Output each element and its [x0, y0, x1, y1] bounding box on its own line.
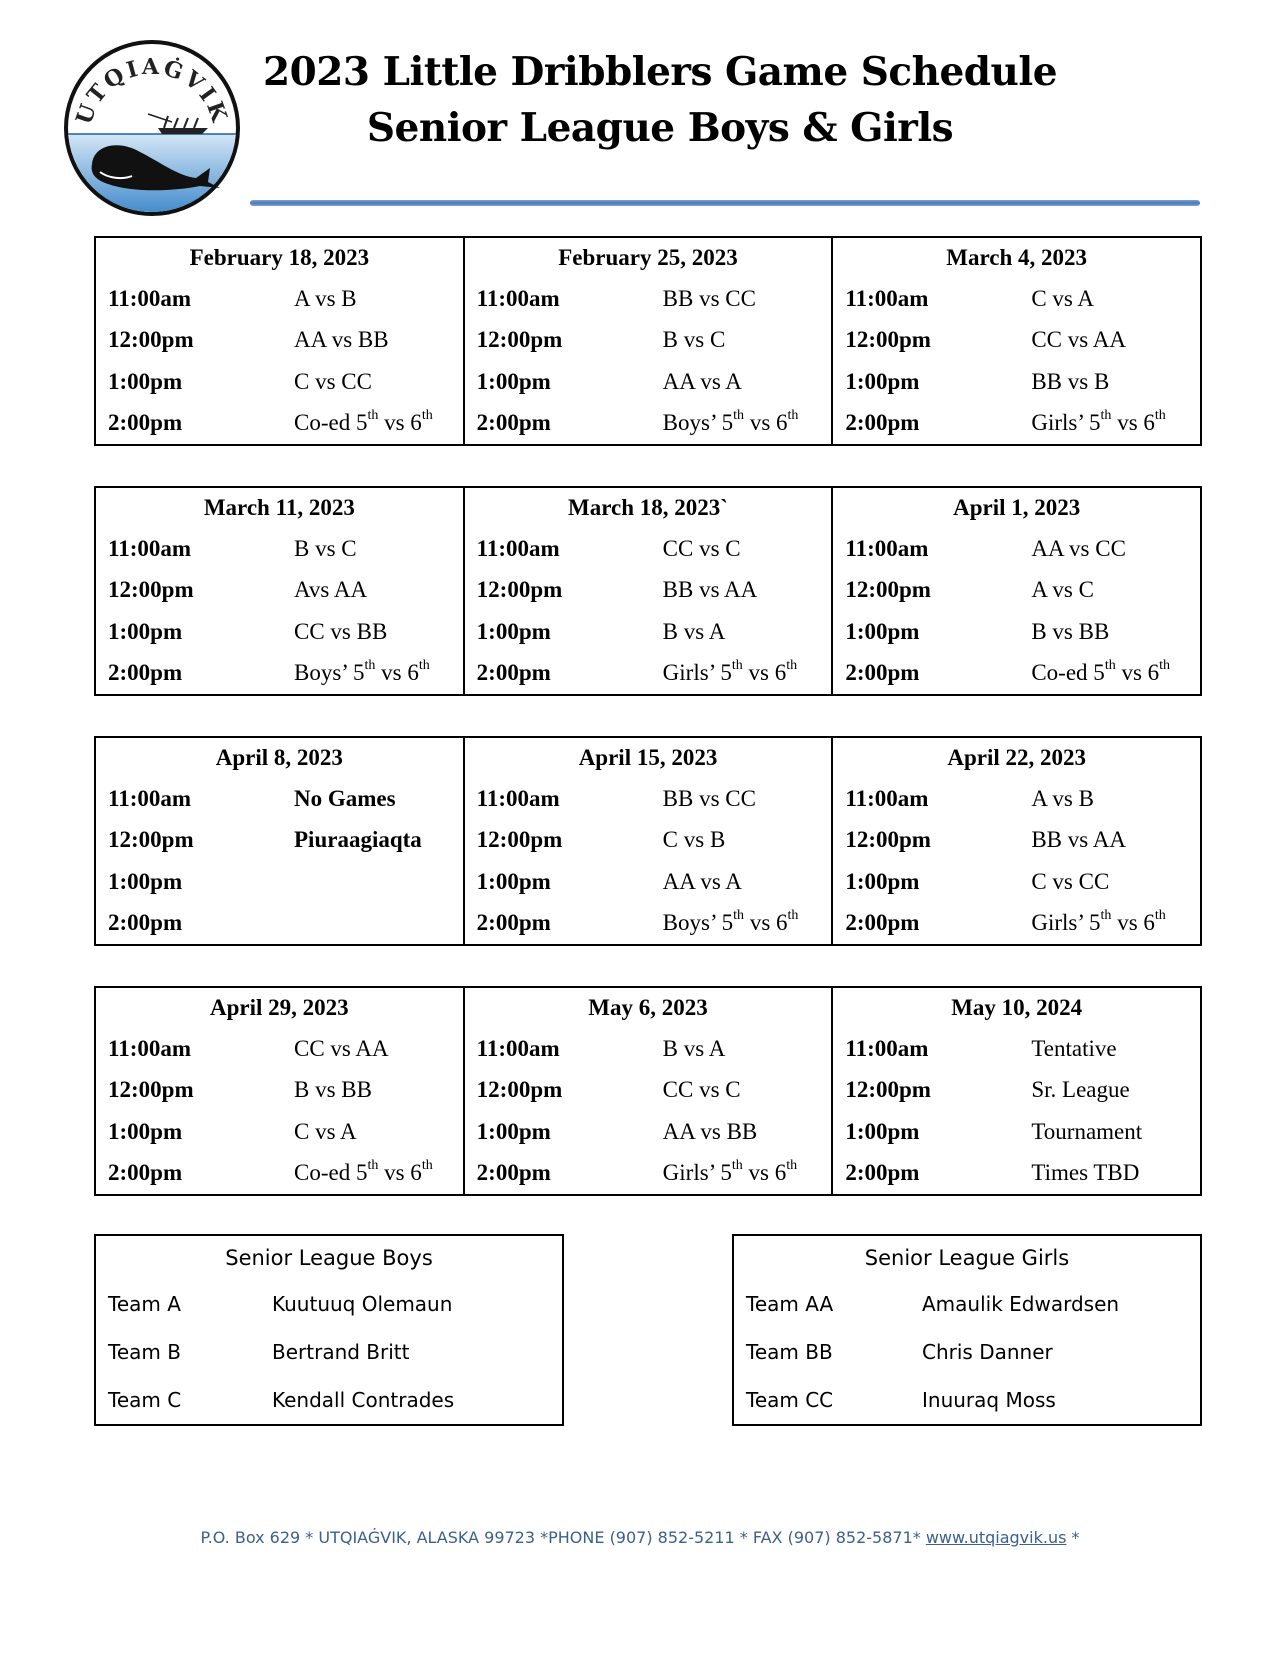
game-time: 1:00pm	[108, 368, 183, 394]
game-row	[465, 278, 832, 320]
game-time: 1:00pm	[108, 1118, 183, 1144]
game-time: 11:00am	[108, 1035, 192, 1061]
senior-league-girls-table	[732, 1234, 1202, 1426]
team-name: Team BB	[746, 1340, 833, 1364]
game-row	[465, 1028, 832, 1070]
game-date: April 1, 2023	[953, 495, 1081, 520]
ordinal-suffix: th	[787, 408, 799, 424]
game-matchup	[663, 660, 832, 686]
game-time: 12:00pm	[476, 1077, 563, 1103]
game-date: March 18, 2023`	[568, 495, 728, 520]
matchup-text: vs 6	[1115, 660, 1160, 686]
game-matchup: BB vs CC	[662, 285, 756, 311]
game-time: 11:00am	[476, 785, 560, 811]
game-time: 11:00am	[845, 285, 929, 311]
coach-name: Inuuraq Moss	[922, 1388, 1056, 1412]
coach-name: Bertrand Britt	[272, 1340, 410, 1364]
game-row	[465, 653, 832, 695]
team-name: Team A	[108, 1292, 181, 1316]
game-time: 2:00pm	[108, 660, 183, 686]
game-time: 11:00am	[476, 1035, 560, 1061]
game-row	[465, 403, 832, 445]
game-date: March 4, 2023	[946, 245, 1088, 270]
game-matchup: C vs B	[662, 827, 726, 853]
schedule-day	[831, 738, 1200, 944]
game-time: 12:00pm	[845, 577, 931, 603]
game-row	[465, 903, 832, 945]
game-row	[96, 361, 463, 403]
game-date: April 29, 2023	[210, 995, 349, 1020]
ordinal-suffix: th	[731, 1158, 743, 1174]
schedule-day	[96, 738, 463, 944]
game-row	[465, 570, 832, 612]
game-date: February 18, 2023	[189, 245, 370, 270]
game-time: 11:00am	[845, 785, 929, 811]
game-time: 2:00pm	[845, 660, 920, 686]
ordinal-suffix: th	[421, 408, 433, 424]
game-time: 12:00pm	[845, 1077, 931, 1103]
document-title	[250, 44, 1070, 156]
game-matchup: AA vs A	[662, 868, 742, 894]
game-matchup: AA vs CC	[1031, 535, 1126, 561]
game-row	[465, 1111, 832, 1153]
game-time: 2:00pm	[845, 910, 920, 936]
team-row	[734, 1376, 1200, 1424]
game-matchup: CC vs C	[662, 535, 741, 561]
schedule-day	[463, 238, 832, 444]
game-row	[96, 320, 463, 362]
matchup-text: vs 6	[375, 660, 419, 686]
game-matchup: Times TBD	[1031, 1160, 1140, 1186]
game-matchup: AA vs BB	[294, 327, 389, 353]
game-row	[96, 528, 463, 570]
schedule-day	[463, 988, 832, 1194]
game-time: 1:00pm	[476, 868, 551, 894]
team-name: Team B	[108, 1340, 181, 1364]
matchup-text: Boys’ 5	[662, 410, 734, 436]
schedule-day	[831, 988, 1200, 1194]
game-time: 2:00pm	[476, 410, 551, 436]
svg-text:UTQIAĠVIK: UTQIAĠVIK	[71, 53, 233, 128]
game-matchup: No Games	[294, 785, 396, 811]
ordinal-suffix: th	[731, 658, 743, 674]
game-row	[465, 1070, 832, 1112]
game-row	[96, 778, 463, 820]
game-time: 2:00pm	[845, 1160, 920, 1186]
schedule-day	[96, 488, 463, 694]
game-row	[833, 611, 1200, 653]
ordinal-suffix: th	[1154, 408, 1166, 424]
game-row	[96, 1111, 463, 1153]
game-row	[833, 653, 1200, 695]
game-time: 12:00pm	[476, 327, 563, 353]
game-matchup: BB vs AA	[1031, 827, 1126, 853]
game-time: 11:00am	[845, 1035, 929, 1061]
matchup-text: Co-ed 5	[294, 1160, 368, 1186]
matchup-text: vs 6	[378, 1160, 422, 1186]
game-row	[465, 361, 832, 403]
matchup-text: vs 6	[378, 410, 422, 436]
game-matchup: CC vs C	[662, 1077, 741, 1103]
matchup-text: vs 6	[1111, 410, 1155, 436]
ordinal-suffix: th	[367, 1158, 379, 1174]
footer-tail: *	[1066, 1528, 1080, 1547]
game-matchup: B vs BB	[1031, 618, 1110, 644]
game-row	[833, 778, 1200, 820]
senior-league-boys-table	[94, 1234, 564, 1426]
schedule-day	[463, 738, 832, 944]
game-row	[96, 403, 463, 445]
game-time: 11:00am	[845, 535, 929, 561]
game-row	[833, 528, 1200, 570]
game-row	[96, 1070, 463, 1112]
game-row	[96, 611, 463, 653]
game-date: May 10, 2024	[951, 995, 1083, 1020]
game-row	[96, 570, 463, 612]
game-matchup	[1031, 410, 1200, 436]
game-matchup: C vs CC	[294, 368, 372, 394]
ordinal-suffix: th	[364, 658, 376, 674]
game-matchup: BB vs AA	[662, 577, 758, 603]
game-row	[833, 820, 1200, 862]
game-matchup: Piuraagiaqta	[294, 827, 422, 853]
matchup-text: Co-ed 5	[294, 410, 368, 436]
game-date: March 11, 2023	[203, 495, 355, 520]
game-matchup: CC vs BB	[294, 618, 388, 644]
coach-name: Kendall Contrades	[272, 1388, 455, 1412]
game-matchup	[663, 910, 832, 936]
ordinal-suffix: th	[786, 658, 798, 674]
game-time: 1:00pm	[108, 868, 183, 894]
game-time: 12:00pm	[108, 577, 194, 603]
game-row	[833, 1070, 1200, 1112]
matchup-text: vs 6	[742, 660, 787, 686]
matchup-text: vs 6	[742, 1160, 787, 1186]
game-row	[465, 528, 832, 570]
ordinal-suffix: th	[367, 408, 379, 424]
game-date: April 15, 2023	[578, 745, 718, 770]
game-matchup	[294, 1160, 463, 1186]
game-matchup: B vs BB	[294, 1077, 372, 1103]
matchup-text: Boys’ 5	[294, 660, 365, 686]
game-date: May 6, 2023	[588, 995, 708, 1020]
game-time: 1:00pm	[845, 868, 920, 894]
game-time: 12:00pm	[108, 827, 194, 853]
matchup-text: Boys’ 5	[662, 910, 734, 936]
game-row	[96, 278, 463, 320]
game-date: February 25, 2023	[558, 245, 738, 270]
game-time: 11:00am	[108, 785, 192, 811]
team-name: Team CC	[746, 1388, 834, 1412]
schedule-day	[831, 488, 1200, 694]
game-time: 11:00am	[108, 285, 192, 311]
game-time: 11:00am	[108, 535, 192, 561]
game-time: 2:00pm	[108, 910, 183, 936]
girls-table-title: Senior League Girls	[864, 1246, 1070, 1270]
ordinal-suffix: th	[1100, 408, 1112, 424]
matchup-text: vs 6	[1111, 910, 1155, 936]
game-row	[96, 1028, 463, 1070]
ordinal-suffix: th	[787, 908, 799, 924]
game-time: 1:00pm	[476, 618, 551, 644]
team-row	[96, 1280, 562, 1328]
coach-name: Amaulik Edwardsen	[922, 1292, 1120, 1316]
game-time: 1:00pm	[845, 618, 920, 644]
game-matchup	[663, 410, 832, 436]
game-time: 1:00pm	[108, 618, 183, 644]
boys-table-title: Senior League Boys	[225, 1246, 433, 1270]
game-matchup: BB vs CC	[662, 785, 756, 811]
game-row	[833, 570, 1200, 612]
utqiagvik-seal-logo	[60, 36, 244, 220]
game-time: 12:00pm	[476, 827, 563, 853]
game-time: 2:00pm	[108, 410, 183, 436]
game-matchup: Tournament	[1031, 1118, 1143, 1144]
game-time: 12:00pm	[476, 577, 563, 603]
game-row	[833, 320, 1200, 362]
game-time: 1:00pm	[476, 368, 551, 394]
game-time: 12:00pm	[845, 827, 931, 853]
game-matchup: BB vs B	[1031, 368, 1110, 394]
game-row	[465, 861, 832, 903]
matchup-text: vs 6	[744, 910, 788, 936]
game-matchup: AA vs BB	[662, 1118, 758, 1144]
ordinal-suffix: th	[1104, 658, 1116, 674]
title-line-1: 2023 Little Dribblers Game Schedule	[262, 49, 1058, 95]
team-row	[734, 1280, 1200, 1328]
game-matchup: C vs CC	[1031, 868, 1110, 894]
game-time: 1:00pm	[476, 1118, 551, 1144]
game-row	[465, 611, 832, 653]
game-time: 12:00pm	[845, 327, 931, 353]
footer-address: P.O. Box 629 * UTQIAĠVIK, ALASKA 99723 *PHONE (907) 852-5211 * FAX (907) 852-5871*	[200, 1528, 926, 1547]
game-time: 2:00pm	[476, 910, 551, 936]
title-line-2: Senior League Boys & Girls	[366, 105, 954, 151]
game-row	[96, 820, 463, 862]
game-matchup: Sr. League	[1031, 1077, 1130, 1103]
game-row	[465, 320, 832, 362]
game-row	[833, 1028, 1200, 1070]
game-row	[833, 361, 1200, 403]
website-link[interactable]: www.utqiagvik.us	[925, 1528, 1067, 1547]
header-divider	[250, 200, 1200, 206]
game-row	[96, 903, 463, 945]
schedule-table	[94, 236, 1202, 446]
ordinal-suffix: th	[421, 1158, 433, 1174]
game-time: 1:00pm	[845, 1118, 920, 1144]
coach-name: Kuutuuq Olemaun	[272, 1292, 453, 1316]
game-matchup: A vs B	[1031, 785, 1094, 811]
game-row	[465, 778, 832, 820]
game-matchup	[1031, 660, 1200, 686]
team-name: Team C	[108, 1388, 182, 1412]
game-time: 12:00pm	[108, 1077, 194, 1103]
game-matchup	[294, 660, 463, 686]
game-time: 2:00pm	[476, 1160, 551, 1186]
game-time: 2:00pm	[108, 1160, 183, 1186]
game-row	[465, 820, 832, 862]
matchup-text: Girls’ 5	[662, 1160, 732, 1186]
schedule-day	[96, 988, 463, 1194]
schedule-day	[831, 238, 1200, 444]
team-name: Team AA	[746, 1292, 834, 1316]
game-matchup	[1031, 910, 1200, 936]
schedule-table	[94, 736, 1202, 946]
game-time: 2:00pm	[476, 660, 551, 686]
game-matchup: B vs A	[662, 1035, 726, 1061]
matchup-text: Girls’ 5	[1031, 910, 1101, 936]
team-row	[734, 1328, 1200, 1376]
schedule-day	[463, 488, 832, 694]
game-time: 11:00am	[476, 535, 560, 561]
game-time: 12:00pm	[108, 327, 194, 353]
game-date: April 8, 2023	[215, 745, 343, 770]
ordinal-suffix: th	[1100, 908, 1112, 924]
game-row	[833, 1111, 1200, 1153]
game-matchup: CC vs AA	[1031, 327, 1126, 353]
game-matchup: AA vs A	[662, 368, 742, 394]
matchup-text: Co-ed 5	[1031, 660, 1105, 686]
game-row	[833, 861, 1200, 903]
game-time: 1:00pm	[845, 368, 920, 394]
game-matchup: B vs C	[294, 535, 357, 561]
ordinal-suffix: th	[786, 1158, 798, 1174]
game-time: 2:00pm	[845, 410, 920, 436]
game-row	[833, 1153, 1200, 1195]
ordinal-suffix: th	[1159, 658, 1171, 674]
game-row	[96, 1153, 463, 1195]
game-row	[833, 903, 1200, 945]
game-row	[465, 1153, 832, 1195]
schedule-table	[94, 486, 1202, 696]
game-matchup	[663, 1160, 832, 1186]
footer-contact	[0, 1528, 1280, 1547]
game-matchup: C vs A	[294, 1118, 357, 1144]
game-time: 11:00am	[476, 285, 560, 311]
game-row	[833, 403, 1200, 445]
game-matchup	[294, 410, 463, 436]
team-row	[96, 1376, 562, 1424]
game-row	[96, 861, 463, 903]
game-matchup: A vs B	[294, 285, 357, 311]
matchup-text: Girls’ 5	[662, 660, 732, 686]
game-row	[96, 653, 463, 695]
team-row	[96, 1328, 562, 1376]
schedule-table	[94, 986, 1202, 1196]
game-matchup: C vs A	[1031, 285, 1094, 311]
game-matchup: A vs C	[1031, 577, 1094, 603]
game-matchup: CC vs AA	[294, 1035, 389, 1061]
ordinal-suffix: th	[733, 408, 745, 424]
ordinal-suffix: th	[418, 658, 430, 674]
game-matchup: Avs AA	[294, 577, 368, 603]
schedule-day	[96, 238, 463, 444]
ordinal-suffix: th	[733, 908, 745, 924]
game-date: April 22, 2023	[947, 745, 1086, 770]
game-matchup: Tentative	[1031, 1035, 1117, 1061]
game-row	[833, 278, 1200, 320]
ordinal-suffix: th	[1154, 908, 1166, 924]
matchup-text: vs 6	[744, 410, 788, 436]
game-matchup: B vs C	[662, 327, 726, 353]
matchup-text: Girls’ 5	[1031, 410, 1101, 436]
coach-name: Chris Danner	[922, 1340, 1053, 1364]
game-matchup: B vs A	[662, 618, 726, 644]
